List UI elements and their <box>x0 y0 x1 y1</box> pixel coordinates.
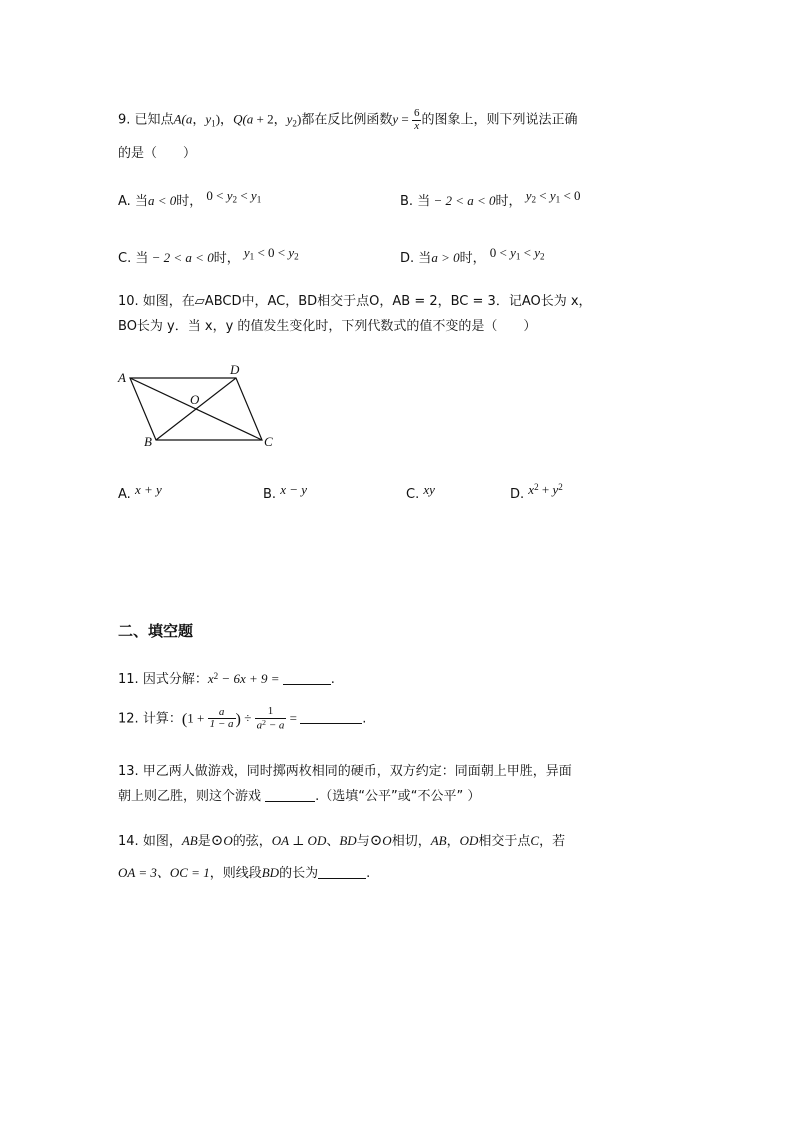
q13-answer-blank[interactable] <box>265 789 315 802</box>
q10-line2: BO长为 y．当 x，y 的值发生变化时，下列代数式的值不变的是（ ） <box>118 319 537 334</box>
q14-line2: OA = 3、OC = 1，则线段BD的长为 . <box>118 865 371 881</box>
q13-line2: 朝上则乙胜，则这个游戏 .（选填“公平”或“不公平” ） <box>118 789 481 804</box>
circle-symbol-icon: ⊙ <box>210 833 224 849</box>
diagonal-bd <box>156 378 236 440</box>
q10-option-c[interactable]: C. xy <box>406 482 435 502</box>
q9-number: 9. <box>118 112 131 128</box>
vertex-label-d: D <box>230 362 240 377</box>
vertex-label-c: C <box>264 434 273 449</box>
parallelogram-figure <box>112 360 282 455</box>
q12-fraction-2: $\frac{1}{a^2 - a}$ <box>256 705 285 731</box>
q12-line: 12. 计算：(1 + $\frac{a}{1 - a}$ ) ÷ $\frac{1}{a^2 - a}$ = . <box>118 705 367 731</box>
circle-symbol-icon: ⊙ <box>369 833 383 849</box>
q9-fraction: $\frac{6}{x}$ <box>413 107 420 132</box>
q10-option-a[interactable]: A. x + y <box>118 482 162 502</box>
q9-line1: 9. 已知点A(a，$y_1$)，Q(a + 2，$y_2$)都在反比例函数y = $\frac{6}{x}$ 的图象上，则下列说法正确 <box>118 107 578 132</box>
q11-answer-blank[interactable] <box>283 672 331 685</box>
q12-answer-blank[interactable] <box>300 711 362 724</box>
q9-option-c[interactable]: C. 当 − 2 < a < 0时， $y_1 < 0 < y_2$ <box>118 245 299 266</box>
q9-line2: 的是（ ） <box>118 146 197 161</box>
section-title: 二、填空题 <box>118 622 194 640</box>
q12-fraction-1: $\frac{a}{1 - a}$ <box>209 705 234 731</box>
q11-line: 11. 因式分解：$x^2 - 6x + 9$ = . <box>118 670 335 687</box>
center-label-o: O <box>190 392 200 407</box>
q9-option-d[interactable]: D. 当a > 0时， $0 < y_1 < y_2$ <box>400 245 545 266</box>
q9-option-b[interactable]: B. 当 − 2 < a < 0时， $y_2 < y_1 < 0$ <box>400 188 581 209</box>
q13-line1: 13. 甲乙两人做游戏，同时掷两枚相同的硬币，双方约定：同面朝上甲胜，异面 <box>118 764 572 779</box>
q14-line1: 14. 如图，AB是⊙O的弦，OA ⊥ OD、BD与⊙O相切，AB，OD相交于点C，若 <box>118 833 566 849</box>
q10-option-d[interactable]: D. $x^2 + y^2$ <box>510 482 563 503</box>
vertex-label-a: A <box>118 370 126 385</box>
q14-answer-blank[interactable] <box>318 866 366 879</box>
q10-option-b[interactable]: B. x − y <box>263 482 308 502</box>
q9-option-a[interactable]: A. 当a < 0时， $0 < y_2 < y_1$ <box>118 188 262 209</box>
q10-line1: 10. 如图，在▱ABCD中，AC，BD相交于点O，AB = 2，BC = 3．记AO长为 x， <box>118 294 592 309</box>
vertex-label-b: B <box>144 434 152 449</box>
